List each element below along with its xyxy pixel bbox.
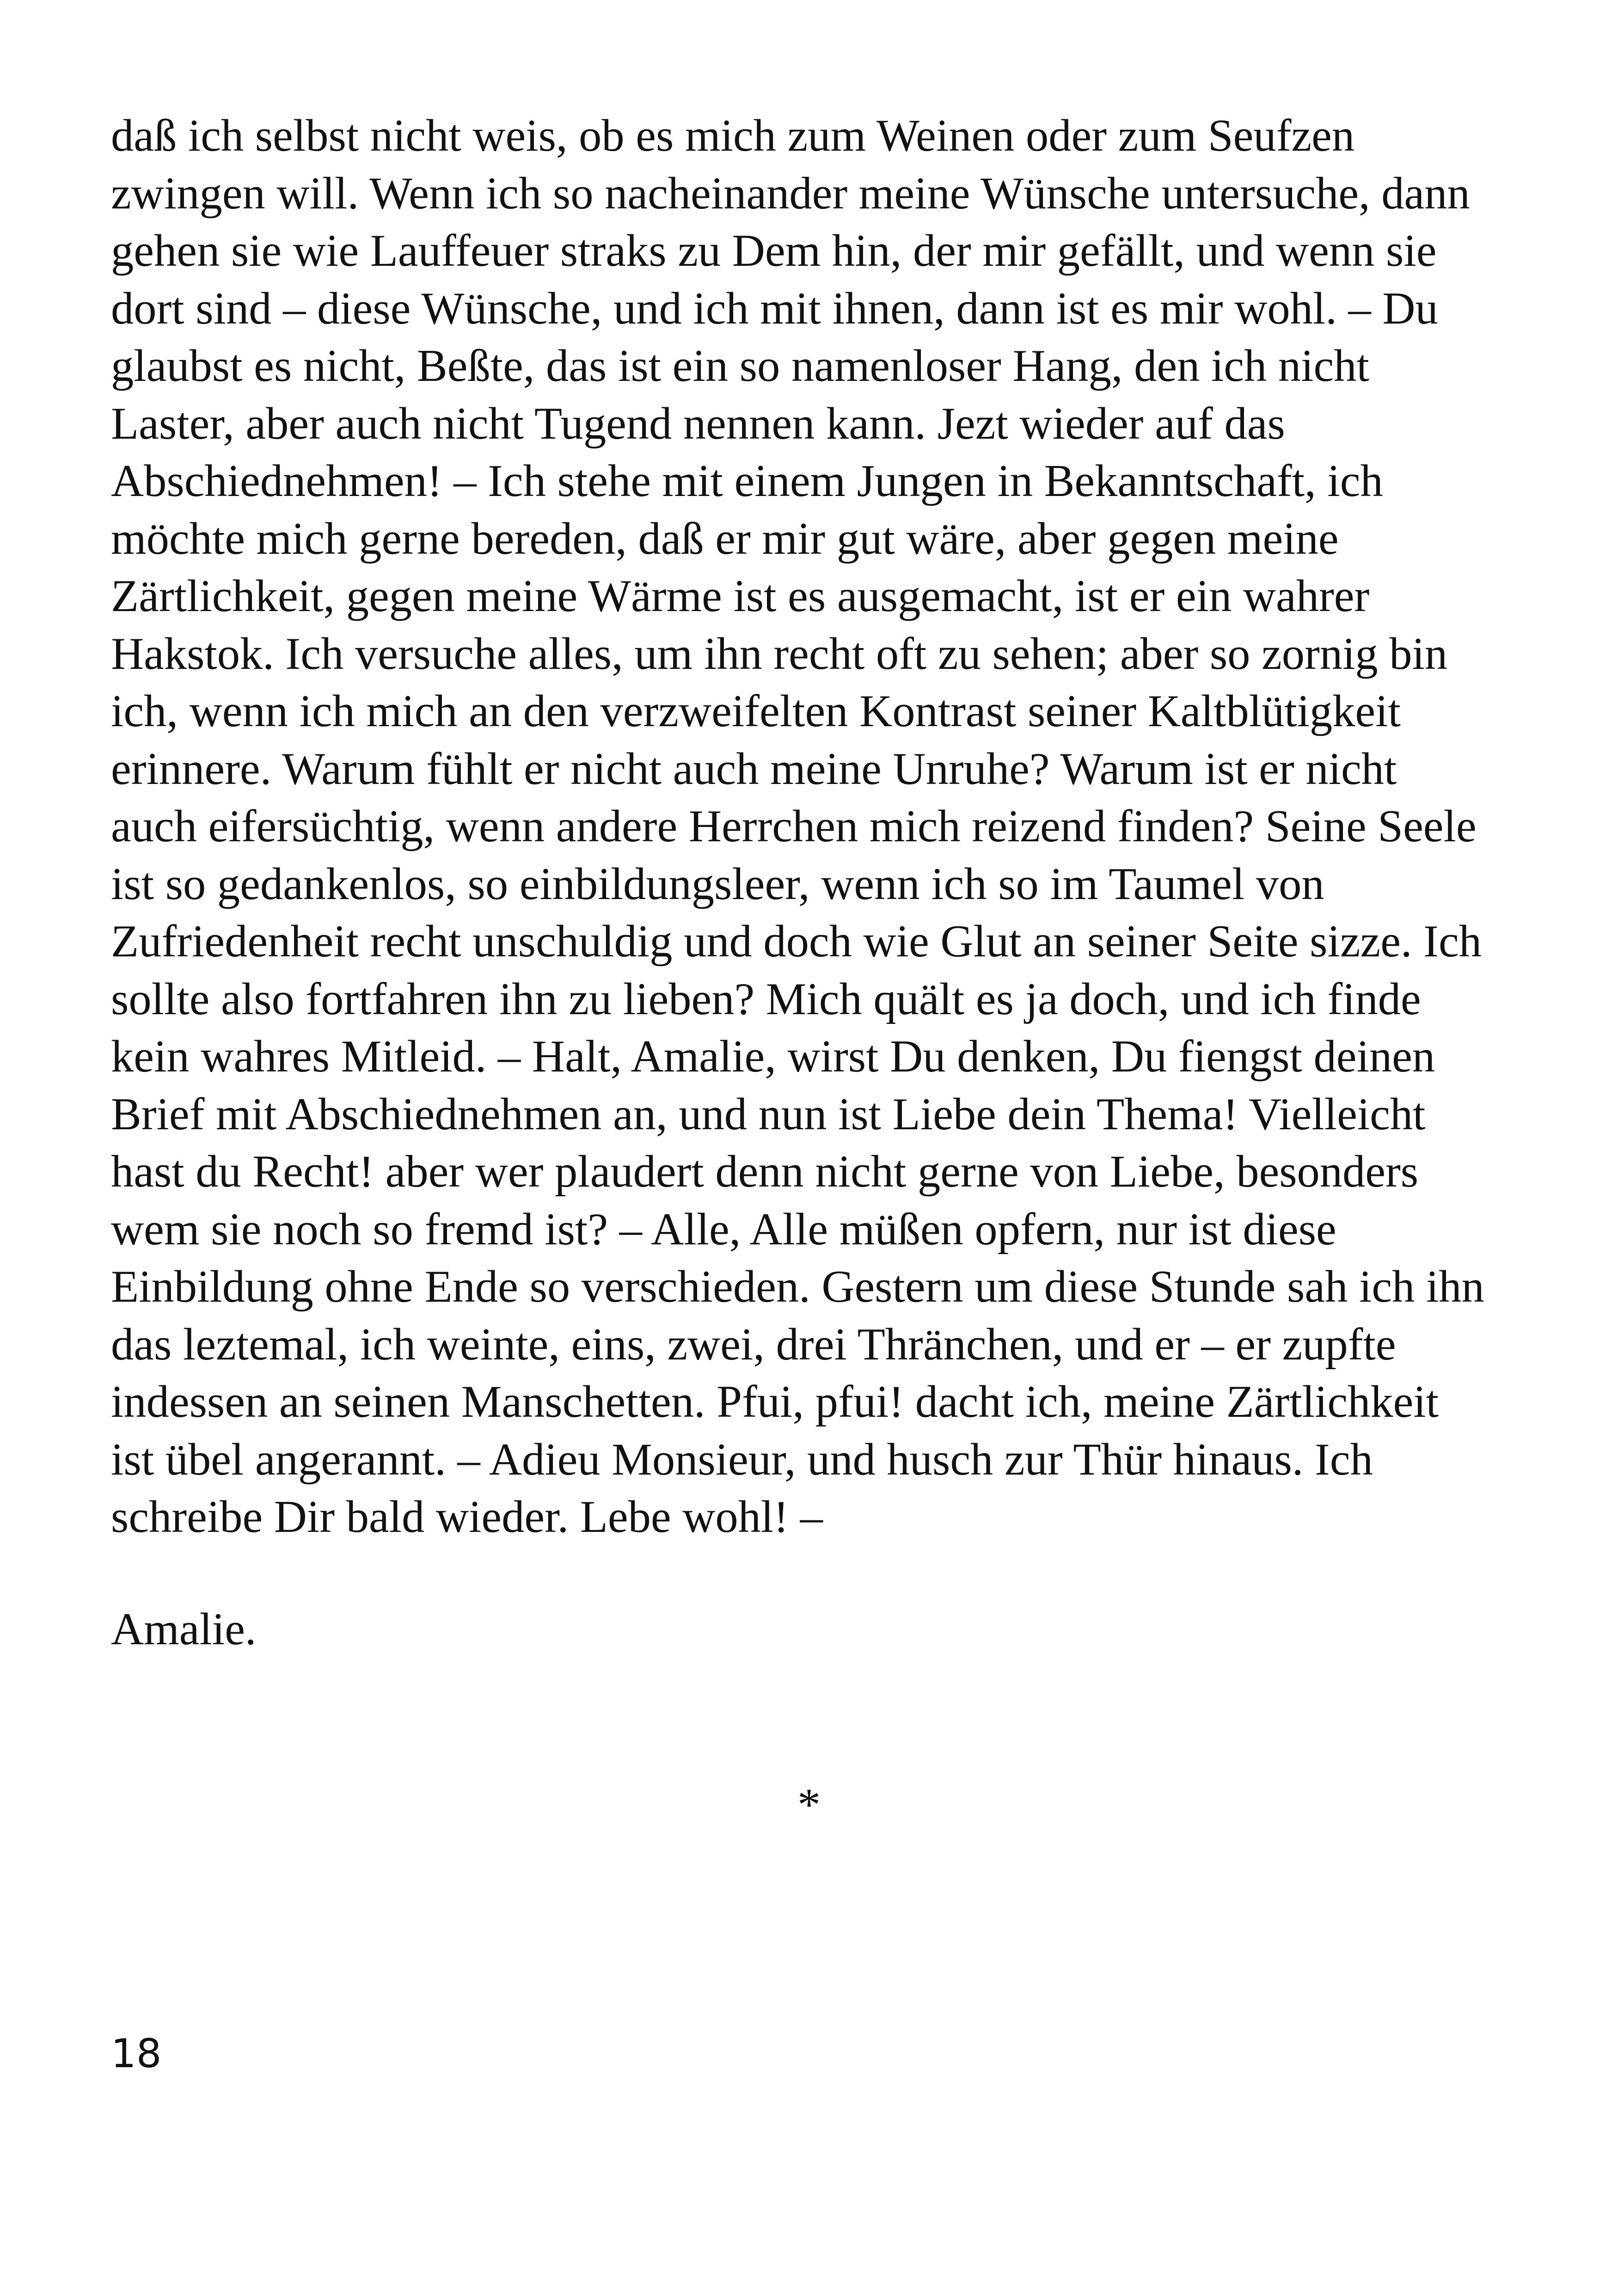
text-line: ich, wenn ich mich an den verzweifelten Kontrast seiner Kaltblütigkeit bbox=[111, 686, 1401, 736]
text-line: dort sind – diese Wünsche, und ich mit ihnen, dann ist es mir wohl. – Du bbox=[111, 283, 1438, 334]
text-line: Laster, aber auch nicht Tugend nennen kann. Jezt wieder auf das bbox=[111, 398, 1285, 449]
text-line: Hakstok. Ich versuche alles, um ihn recht oft zu sehen; aber so zornig bin bbox=[111, 628, 1448, 679]
text-line: Abschiednehmen! – Ich stehe mit einem Jungen in Bekanntschaft, ich bbox=[111, 456, 1383, 506]
text-line: Zufriedenheit recht unschuldig und doch wie Glut an seiner Seite sizze. Ich bbox=[111, 916, 1482, 967]
text-line: daß ich selbst nicht weis, ob es mich zum Weinen oder zum Seufzen bbox=[111, 110, 1355, 161]
text-line: gehen sie wie Lauffeuer straks zu Dem hin, der mir gefällt, und wenn sie bbox=[111, 226, 1437, 276]
text-line: indessen an seinen Manschetten. Pfui, pfui! dacht ich, meine Zärtlichkeit bbox=[111, 1377, 1439, 1427]
text-line: ist übel angerannt. – Adieu Monsieur, und husch zur Thür hinaus. Ich bbox=[111, 1434, 1373, 1485]
text-line: erinnere. Warum fühlt er nicht auch meine Unruhe? Warum ist er nicht bbox=[111, 743, 1397, 794]
text-line: Einbildung ohne Ende so verschieden. Gestern um diese Stunde sah ich ihn bbox=[111, 1261, 1484, 1312]
signature: Amalie. bbox=[111, 1604, 257, 1654]
text-line: möchte mich gerne bereden, daß er mir gut wäre, aber gegen meine bbox=[111, 513, 1339, 564]
page-number: 18 bbox=[111, 2031, 162, 2077]
text-line: das leztemal, ich weinte, eins, zwei, drei Thränchen, und er – er zupfte bbox=[111, 1319, 1396, 1370]
text-line: ist so gedankenlos, so einbildungsleer, wenn ich so im Taumel von bbox=[111, 858, 1324, 909]
text-line: zwingen will. Wenn ich so nacheinander meine Wünsche untersuche, dann bbox=[111, 168, 1470, 219]
text-line: hast du Recht! aber wer plaudert denn nicht gerne von Liebe, besonders bbox=[111, 1146, 1419, 1197]
letter-body bbox=[111, 107, 1535, 1546]
text-line: Brief mit Abschiednehmen an, und nun ist Liebe dein Thema! Vielleicht bbox=[111, 1089, 1426, 1139]
section-separator: * bbox=[797, 1779, 821, 1830]
text-line: sollte also fortfahren ihn zu lieben? Mich quält es ja doch, und ich finde bbox=[111, 974, 1421, 1024]
text-line: Zärtlichkeit, gegen meine Wärme ist es ausgemacht, ist er ein wahrer bbox=[111, 571, 1370, 621]
text-line: glaubst es nicht, Beßte, das ist ein so namenloser Hang, den ich nicht bbox=[111, 341, 1369, 391]
text-line: auch eifersüchtig, wenn andere Herrchen mich reizend finden? Seine Seele bbox=[111, 801, 1477, 851]
text-line: wem sie noch so fremd ist? – Alle, Alle müßen opfern, nur ist diese bbox=[111, 1204, 1336, 1255]
text-line: kein wahres Mitleid. – Halt, Amalie, wirst Du denken, Du fiengst deinen bbox=[111, 1031, 1435, 1082]
text-line: schreibe Dir bald wieder. Lebe wohl! – bbox=[111, 1492, 823, 1542]
